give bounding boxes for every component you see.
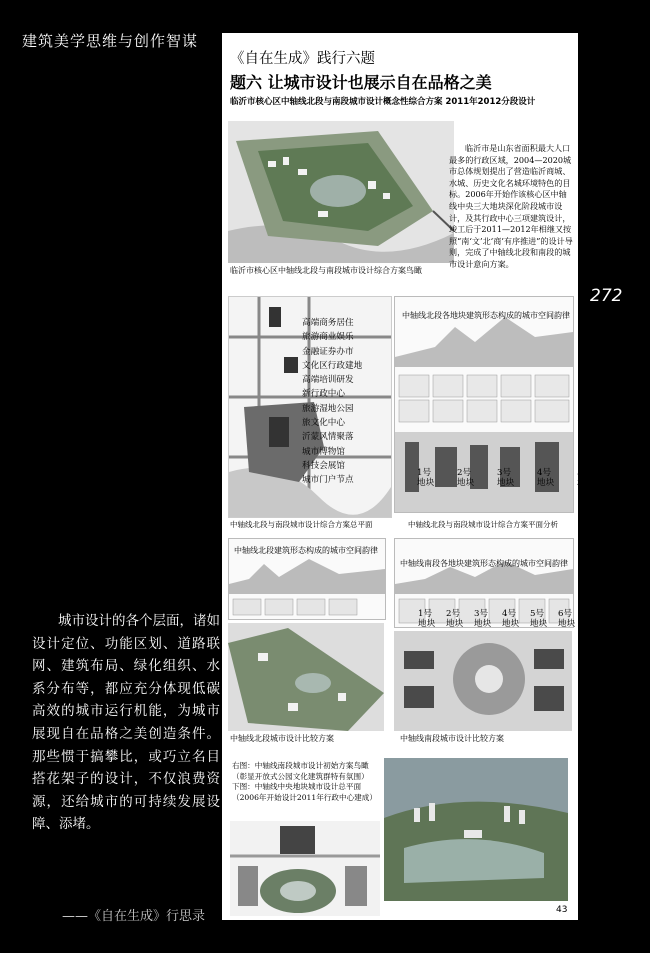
plan-label: 旅游商业娱乐 <box>302 332 354 343</box>
aerial-view-image <box>228 121 454 263</box>
plan-label: 沂蒙风情聚落 <box>302 432 354 443</box>
page-number: 272 <box>590 286 623 306</box>
north-block-labels <box>417 468 599 488</box>
note-line: （2006年开始设计2011年行政中心建成） <box>232 792 377 802</box>
plan-label: 旅游湿地公园 <box>302 403 354 414</box>
note-line: 右图：中轴线南段城市设计初始方案鸟瞰 <box>232 761 369 770</box>
figure-notes <box>232 761 382 803</box>
caption-north-compare: 中轴线北段城市设计比较方案 <box>230 734 334 743</box>
sheet-main-title: 题六 让城市设计也展示自在品格之美 <box>230 73 492 92</box>
caption-analysis: 中轴线北段与南段城市设计综合方案平面分析 <box>408 520 558 529</box>
block-label: 3号地块 <box>474 609 492 629</box>
plan-label: 高端商务居住 <box>302 318 354 328</box>
header-title: 建筑美学思维与创作智谋 <box>22 32 199 50</box>
plan-label: 金融证券办市 <box>302 346 354 357</box>
caption-plan: 中轴线北段与南段城市设计综合方案总平面 <box>230 520 373 529</box>
sheet-subtitle: 临沂市核心区中轴线北段与南段城市设计概念性综合方案 2011年2012分段设计 <box>230 97 536 107</box>
sheet-series-title: 《自在生成》践行六题 <box>230 51 375 67</box>
block-label: 5号地块 <box>577 468 595 488</box>
block-label: 5号地块 <box>530 609 548 629</box>
north-skyline-title: 中轴线北段各地块建筑形态构成的城市空间韵律 <box>402 311 570 320</box>
body-paragraph: 城市设计的各个层面，诸如设计定位、功能区划、道路联网、建筑布局、绿化组织、水系分布等，都应充分体现低碳高效的城市运行机能，为城市展现自在品格之美创造条件。那些惯于搞攀比，或巧立名目搭花架子的设计，不仅浪费资源，还给城市的可持续发展设障、添堵。 <box>32 613 220 833</box>
design-sheet <box>222 33 595 920</box>
central-block-plan-image <box>230 821 380 916</box>
plan-label: 新行政中心 <box>302 389 345 400</box>
north-skyline-small-title: 中轴线北段建筑形态构成的城市空间韵律 <box>234 546 378 555</box>
block-label: 6号地块 <box>558 609 576 629</box>
sheet-page-number: 43 <box>556 905 568 915</box>
block-label: 1号地块 <box>418 609 436 629</box>
block-label: 1号地块 <box>417 468 435 488</box>
south-compare-image <box>394 631 572 731</box>
plan-label: 城市门户节点 <box>302 475 354 486</box>
south-block-labels <box>418 609 576 629</box>
plan-label: 高端培训研发 <box>302 375 354 386</box>
plan-label: 科技会展馆 <box>302 460 345 471</box>
block-label: 2号地块 <box>446 609 464 629</box>
south-skyline-title: 中轴线南段各地块建筑形态构成的城市空间韵律 <box>400 559 568 568</box>
quote-source: ——《自在生成》行思录 <box>62 909 206 924</box>
block-label: 4号地块 <box>502 609 520 629</box>
caption-south-compare: 中轴线南段城市设计比较方案 <box>400 734 504 743</box>
block-label: 3号地块 <box>497 468 515 488</box>
plan-label: 城市博物馆 <box>302 446 345 457</box>
block-label: 4号地块 <box>537 468 555 488</box>
north-compare-image <box>228 623 384 731</box>
intro-text: 临沂市是山东省面积最大人口最多的行政区域，2004—2020城市总体规划提出了营造临沂商城、水城、历史文化名城环境特色的目标。2006年开始作该核心区中轴线中央三大地块深化阶段城市设计，及其行政中心三项建筑设计，竣工后于2011—2012年相继又按照“南‘文’北‘商’有序推进”的设计导则，完成了中轴线北段和南段的城市设计意向方案。 <box>449 143 573 269</box>
note-line: （彰显开放式公园文化建筑群特有氛围） <box>232 771 369 781</box>
plan-label: 旅文化中心 <box>302 418 345 429</box>
plan-legend <box>302 316 362 488</box>
block-label: 2号地块 <box>457 468 475 488</box>
plan-label: 文化区行政建地 <box>302 360 363 371</box>
south-initial-aerial-image <box>384 758 568 901</box>
caption-aerial: 临沂市核心区中轴线北段与南段城市设计综合方案鸟瞰 <box>230 266 422 275</box>
note-line: 下图：中轴线中央地块城市设计总平面 <box>232 782 362 791</box>
